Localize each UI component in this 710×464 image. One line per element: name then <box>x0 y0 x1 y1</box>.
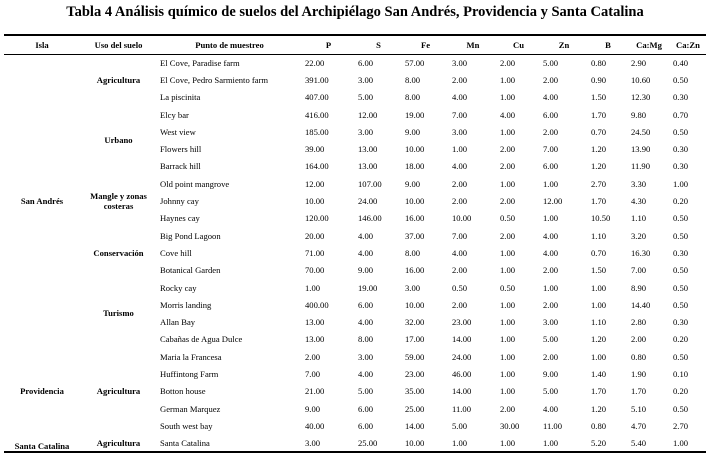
value-cell-camg: 1.70 <box>631 386 647 397</box>
value-cell-b: 1.10 <box>591 317 607 328</box>
value-cell-zn: 4.00 <box>543 247 559 258</box>
value-cell-p: 22.00 <box>305 57 325 68</box>
value-cell-cazn: 0.30 <box>673 317 689 328</box>
value-cell-mn: 14.00 <box>452 334 472 345</box>
value-cell-mn: 2.00 <box>452 196 468 207</box>
value-cell-s: 3.00 <box>358 126 374 137</box>
value-cell-cazn: 0.30 <box>673 144 689 155</box>
value-cell-fe: 10.00 <box>402 435 449 452</box>
value-cell-s: 6.00 <box>358 403 374 414</box>
col-header-punto: Punto de muestreo <box>157 35 302 54</box>
value-cell-zn: 1.00 <box>540 435 588 452</box>
col-header-mn: Mn <box>449 35 497 54</box>
value-cell-zn: 5.00 <box>543 334 559 345</box>
value-cell-fe: 9.00 <box>405 126 421 137</box>
value-cell-fe: 8.00 <box>405 92 421 103</box>
value-cell-cu: 0.50 <box>500 282 516 293</box>
value-cell-s: 4.00 <box>358 368 374 379</box>
land-use-cell: Conservación <box>93 247 144 258</box>
value-cell-fe: 10.00 <box>405 144 425 155</box>
col-header-s: S <box>355 35 402 54</box>
value-cell-camg: 13.90 <box>631 144 651 155</box>
value-cell-p: 12.00 <box>305 178 325 189</box>
value-cell-zn: 1.00 <box>543 213 559 224</box>
table-row <box>4 348 706 365</box>
value-cell-camg: 2.90 <box>631 57 647 68</box>
value-cell-b: 1.50 <box>591 265 607 276</box>
value-cell-s: 19.00 <box>358 282 378 293</box>
value-cell-s: 4.00 <box>358 230 374 241</box>
value-cell-camg: 7.00 <box>631 265 647 276</box>
value-cell-fe: 19.00 <box>405 109 425 120</box>
value-cell-camg: 5.40 <box>628 435 670 452</box>
value-cell-s: 6.00 <box>358 299 374 310</box>
sampling-point-cell: Cove hill <box>160 247 192 258</box>
col-header-cu: Cu <box>497 35 540 54</box>
sampling-point-cell: Big Pond Lagoon <box>160 230 221 241</box>
value-cell-p: 7.00 <box>305 368 321 379</box>
island-cell: Providencia <box>20 386 64 397</box>
sampling-point-cell: West view <box>160 126 196 137</box>
sampling-point-cell: Cabañas de Agua Dulce <box>160 334 243 345</box>
value-cell-camg: 1.10 <box>631 213 647 224</box>
value-cell-cu: 2.00 <box>500 403 516 414</box>
value-cell-mn: 14.00 <box>452 386 472 397</box>
value-cell-s: 3.00 <box>358 74 374 85</box>
value-cell-p: 70.00 <box>305 265 325 276</box>
value-cell-mn: 5.00 <box>452 420 468 431</box>
value-cell-s: 146.00 <box>358 213 382 224</box>
value-cell-fe: 23.00 <box>405 368 425 379</box>
value-cell-cu: 1.00 <box>500 178 516 189</box>
value-cell-zn: 4.00 <box>543 92 559 103</box>
value-cell-b: 1.00 <box>591 282 607 293</box>
value-cell-cu: 1.00 <box>497 435 540 452</box>
value-cell-cazn: 0.30 <box>673 92 689 103</box>
value-cell-camg: 14.40 <box>631 299 651 310</box>
value-cell-p: 40.00 <box>305 420 325 431</box>
island-cell: San Andrés <box>20 196 64 207</box>
value-cell-cu: 4.00 <box>500 109 516 120</box>
value-cell-s: 4.00 <box>358 247 374 258</box>
value-cell-mn: 2.00 <box>452 299 468 310</box>
value-cell-cu: 2.00 <box>500 230 516 241</box>
value-cell-mn: 11.00 <box>452 403 472 414</box>
value-cell-cu: 0.50 <box>500 213 516 224</box>
value-cell-fe: 18.00 <box>405 161 425 172</box>
value-cell-cu: 1.00 <box>500 74 516 85</box>
value-cell-cu: 1.00 <box>500 334 516 345</box>
value-cell-camg: 24.50 <box>631 126 651 137</box>
sampling-point-cell: La piscinita <box>160 92 201 103</box>
value-cell-b: 1.20 <box>591 334 607 345</box>
value-cell-b: 1.50 <box>591 92 607 103</box>
value-cell-p: 400.00 <box>305 299 329 310</box>
value-cell-cu: 2.00 <box>500 144 516 155</box>
value-cell-mn: 7.00 <box>452 109 468 120</box>
value-cell-p: 1.00 <box>305 282 321 293</box>
value-cell-b: 1.40 <box>591 368 607 379</box>
value-cell-p: 39.00 <box>305 144 325 155</box>
value-cell-cazn: 0.50 <box>673 213 689 224</box>
value-cell-cazn: 0.50 <box>673 265 689 276</box>
value-cell-camg: 2.00 <box>631 334 647 345</box>
value-cell-fe: 16.00 <box>405 265 425 276</box>
sampling-point-cell: Maria la Francesa <box>160 351 222 362</box>
value-cell-s: 6.00 <box>358 420 374 431</box>
col-header-b: B <box>588 35 628 54</box>
value-cell-fe: 8.00 <box>405 247 421 258</box>
land-use-cell: Agricultura <box>80 435 157 452</box>
value-cell-b: 1.00 <box>591 351 607 362</box>
value-cell-zn: 5.00 <box>543 386 559 397</box>
value-cell-zn: 4.00 <box>543 230 559 241</box>
value-cell-b: 5.20 <box>588 435 628 452</box>
table-row <box>4 279 706 296</box>
land-use-cell: Agricultura <box>96 386 141 397</box>
col-header-uso: Uso del suelo <box>80 35 157 54</box>
value-cell-cazn: 0.70 <box>673 109 689 120</box>
value-cell-s: 9.00 <box>358 265 374 276</box>
value-cell-camg: 3.20 <box>631 230 647 241</box>
value-cell-mn: 4.00 <box>452 247 468 258</box>
value-cell-s: 25.00 <box>355 435 402 452</box>
value-cell-mn: 4.00 <box>452 161 468 172</box>
value-cell-cazn: 0.20 <box>673 196 689 207</box>
value-cell-s: 3.00 <box>358 351 374 362</box>
value-cell-camg: 4.30 <box>631 196 647 207</box>
value-cell-cazn: 0.50 <box>673 230 689 241</box>
value-cell-p: 2.00 <box>305 351 321 362</box>
sampling-point-cell: Rocky cay <box>160 282 197 293</box>
value-cell-zn: 12.00 <box>543 196 563 207</box>
value-cell-s: 24.00 <box>358 196 378 207</box>
value-cell-cu: 2.00 <box>500 196 516 207</box>
table-row <box>4 227 706 244</box>
value-cell-zn: 11.00 <box>543 420 563 431</box>
value-cell-p: 391.00 <box>305 74 329 85</box>
value-cell-cu: 1.00 <box>500 386 516 397</box>
value-cell-cazn: 0.50 <box>673 74 689 85</box>
value-cell-s: 5.00 <box>358 386 374 397</box>
value-cell-s: 13.00 <box>358 144 378 155</box>
col-header-camg: Ca:Mg <box>628 35 670 54</box>
value-cell-camg: 1.90 <box>631 368 647 379</box>
value-cell-cazn: 0.50 <box>673 126 689 137</box>
value-cell-zn: 5.00 <box>543 57 559 68</box>
value-cell-cu: 1.00 <box>500 265 516 276</box>
sampling-point-cell: Elcy bar <box>160 109 189 120</box>
value-cell-fe: 59.00 <box>405 351 425 362</box>
value-cell-s: 8.00 <box>358 334 374 345</box>
table-row <box>4 175 706 192</box>
value-cell-zn: 9.00 <box>543 368 559 379</box>
value-cell-fe: 10.00 <box>405 299 425 310</box>
sampling-point-cell: Old point mangrove <box>160 178 230 189</box>
table-title: Tabla 4 Análisis químico de suelos del Archipiélago San Andrés, Providencia y Santa Catalina <box>66 4 644 20</box>
table-row <box>4 54 706 71</box>
value-cell-fe: 9.00 <box>405 178 421 189</box>
value-cell-p: 71.00 <box>305 247 325 258</box>
value-cell-camg: 2.80 <box>631 317 647 328</box>
value-cell-b: 1.20 <box>591 144 607 155</box>
header-row <box>4 35 706 54</box>
value-cell-p: 185.00 <box>305 126 329 137</box>
value-cell-s: 12.00 <box>358 109 378 120</box>
value-cell-b: 0.70 <box>591 126 607 137</box>
value-cell-mn: 2.00 <box>452 265 468 276</box>
land-use-cell: Agricultura <box>96 75 141 86</box>
value-cell-fe: 3.00 <box>405 282 421 293</box>
value-cell-zn: 2.00 <box>543 265 559 276</box>
value-cell-camg: 12.30 <box>631 92 651 103</box>
value-cell-mn: 1.00 <box>449 435 497 452</box>
value-cell-camg: 16.30 <box>631 247 651 258</box>
value-cell-mn: 7.00 <box>452 230 468 241</box>
value-cell-zn: 1.00 <box>543 282 559 293</box>
value-cell-cazn: 0.20 <box>673 386 689 397</box>
value-cell-b: 0.90 <box>591 74 607 85</box>
value-cell-b: 1.00 <box>591 299 607 310</box>
value-cell-fe: 35.00 <box>405 386 425 397</box>
value-cell-cazn: 0.50 <box>673 282 689 293</box>
value-cell-camg: 8.90 <box>631 282 647 293</box>
value-cell-fe: 57.00 <box>405 57 425 68</box>
value-cell-p: 21.00 <box>305 386 325 397</box>
value-cell-cazn: 0.50 <box>673 403 689 414</box>
value-cell-p: 164.00 <box>305 161 329 172</box>
value-cell-zn: 6.00 <box>543 109 559 120</box>
value-cell-p: 416.00 <box>305 109 329 120</box>
sampling-point-cell: Flowers hill <box>160 144 202 155</box>
value-cell-s: 5.00 <box>358 92 374 103</box>
value-cell-mn: 4.00 <box>452 92 468 103</box>
sampling-point-cell: Haynes cay <box>160 213 200 224</box>
value-cell-mn: 3.00 <box>452 126 468 137</box>
value-cell-cu: 30.00 <box>500 420 520 431</box>
value-cell-mn: 1.00 <box>452 144 468 155</box>
value-cell-p: 13.00 <box>305 317 325 328</box>
value-cell-cu: 1.00 <box>500 92 516 103</box>
value-cell-zn: 2.00 <box>543 126 559 137</box>
value-cell-p: 120.00 <box>305 213 329 224</box>
value-cell-zn: 4.00 <box>543 403 559 414</box>
value-cell-fe: 37.00 <box>405 230 425 241</box>
value-cell-camg: 3.30 <box>631 178 647 189</box>
value-cell-fe: 16.00 <box>405 213 425 224</box>
value-cell-mn: 0.50 <box>452 282 468 293</box>
col-header-p: P <box>302 35 355 54</box>
value-cell-fe: 10.00 <box>405 196 425 207</box>
value-cell-cazn: 0.30 <box>673 161 689 172</box>
value-cell-cu: 1.00 <box>500 247 516 258</box>
value-cell-camg: 10.60 <box>631 74 651 85</box>
value-cell-cazn: 1.00 <box>670 435 706 452</box>
value-cell-b: 1.70 <box>591 109 607 120</box>
value-cell-mn: 2.00 <box>452 74 468 85</box>
value-cell-fe: 25.00 <box>405 403 425 414</box>
sampling-point-cell: Johnny cay <box>160 196 199 207</box>
value-cell-zn: 2.00 <box>543 351 559 362</box>
land-use-cell: Urbano <box>104 135 133 146</box>
sampling-point-cell: Morris landing <box>160 299 212 310</box>
value-cell-cazn: 0.40 <box>673 57 689 68</box>
value-cell-p: 20.00 <box>305 230 325 241</box>
land-use-cell: Mangle y zonas costeras <box>90 191 147 212</box>
sampling-point-cell: Botton house <box>160 386 206 397</box>
value-cell-b: 2.70 <box>591 178 607 189</box>
value-cell-mn: 46.00 <box>452 368 472 379</box>
value-cell-fe: 32.00 <box>405 317 425 328</box>
value-cell-b: 0.80 <box>591 57 607 68</box>
value-cell-cazn: 0.50 <box>673 299 689 310</box>
value-cell-fe: 8.00 <box>405 74 421 85</box>
col-header-isla: Isla <box>4 35 80 54</box>
value-cell-camg: 0.80 <box>631 351 647 362</box>
value-cell-b: 1.10 <box>591 230 607 241</box>
island-cell: Santa Catalina <box>4 435 80 452</box>
sampling-point-cell: South west bay <box>160 420 213 431</box>
land-use-cell: Turismo <box>103 308 134 319</box>
value-cell-b: 0.80 <box>591 420 607 431</box>
value-cell-cu: 1.00 <box>500 299 516 310</box>
value-cell-b: 0.70 <box>591 247 607 258</box>
value-cell-camg: 4.70 <box>631 420 647 431</box>
sampling-point-cell: Santa Catalina <box>157 435 302 452</box>
value-cell-cazn: 2.70 <box>673 420 689 431</box>
value-cell-mn: 23.00 <box>452 317 472 328</box>
value-cell-mn: 24.00 <box>452 351 472 362</box>
value-cell-zn: 7.00 <box>543 144 559 155</box>
col-header-cazn: Ca:Zn <box>670 35 706 54</box>
value-cell-cazn: 0.20 <box>673 334 689 345</box>
value-cell-camg: 11.90 <box>631 161 651 172</box>
value-cell-s: 107.00 <box>358 178 382 189</box>
sampling-point-cell: Botanical Garden <box>160 265 221 276</box>
value-cell-fe: 17.00 <box>405 334 425 345</box>
value-cell-cazn: 0.10 <box>673 368 689 379</box>
value-cell-b: 1.70 <box>591 386 607 397</box>
value-cell-cu: 1.00 <box>500 126 516 137</box>
value-cell-b: 1.20 <box>591 403 607 414</box>
value-cell-zn: 3.00 <box>543 317 559 328</box>
value-cell-s: 4.00 <box>358 317 374 328</box>
value-cell-cu: 1.00 <box>500 351 516 362</box>
col-header-fe: Fe <box>402 35 449 54</box>
sampling-point-cell: El Cove, Paradise farm <box>160 57 240 68</box>
value-cell-cu: 2.00 <box>500 161 516 172</box>
value-cell-zn: 2.00 <box>543 299 559 310</box>
col-header-zn: Zn <box>540 35 588 54</box>
value-cell-s: 13.00 <box>358 161 378 172</box>
sampling-point-cell: German Marquez <box>160 403 221 414</box>
value-cell-cu: 1.00 <box>500 368 516 379</box>
sampling-point-cell: Huffintong Farm <box>160 368 219 379</box>
table-row <box>4 106 706 123</box>
value-cell-fe: 14.00 <box>405 420 425 431</box>
value-cell-s: 6.00 <box>358 57 374 68</box>
value-cell-camg: 5.10 <box>631 403 647 414</box>
value-cell-mn: 3.00 <box>452 57 468 68</box>
value-cell-p: 13.00 <box>305 334 325 345</box>
value-cell-mn: 10.00 <box>452 213 472 224</box>
value-cell-cazn: 1.00 <box>673 178 689 189</box>
soil-analysis-table <box>4 34 706 453</box>
value-cell-zn: 2.00 <box>543 74 559 85</box>
sampling-point-cell: Barrack hill <box>160 161 201 172</box>
value-cell-cu: 1.00 <box>500 317 516 328</box>
value-cell-b: 10.50 <box>591 213 611 224</box>
value-cell-zn: 6.00 <box>543 161 559 172</box>
value-cell-mn: 2.00 <box>452 178 468 189</box>
sampling-point-cell: El Cove, Pedro Sarmiento farm <box>160 74 269 85</box>
value-cell-p: 9.00 <box>305 403 321 414</box>
value-cell-b: 1.20 <box>591 161 607 172</box>
value-cell-cazn: 0.50 <box>673 351 689 362</box>
value-cell-camg: 9.80 <box>631 109 647 120</box>
value-cell-cazn: 0.30 <box>673 247 689 258</box>
value-cell-p: 10.00 <box>305 196 325 207</box>
value-cell-cu: 2.00 <box>500 57 516 68</box>
sampling-point-cell: Allan Bay <box>160 317 196 328</box>
value-cell-p: 407.00 <box>305 92 329 103</box>
value-cell-b: 1.70 <box>591 196 607 207</box>
value-cell-zn: 1.00 <box>543 178 559 189</box>
value-cell-p: 3.00 <box>302 435 355 452</box>
table-row <box>4 435 706 452</box>
